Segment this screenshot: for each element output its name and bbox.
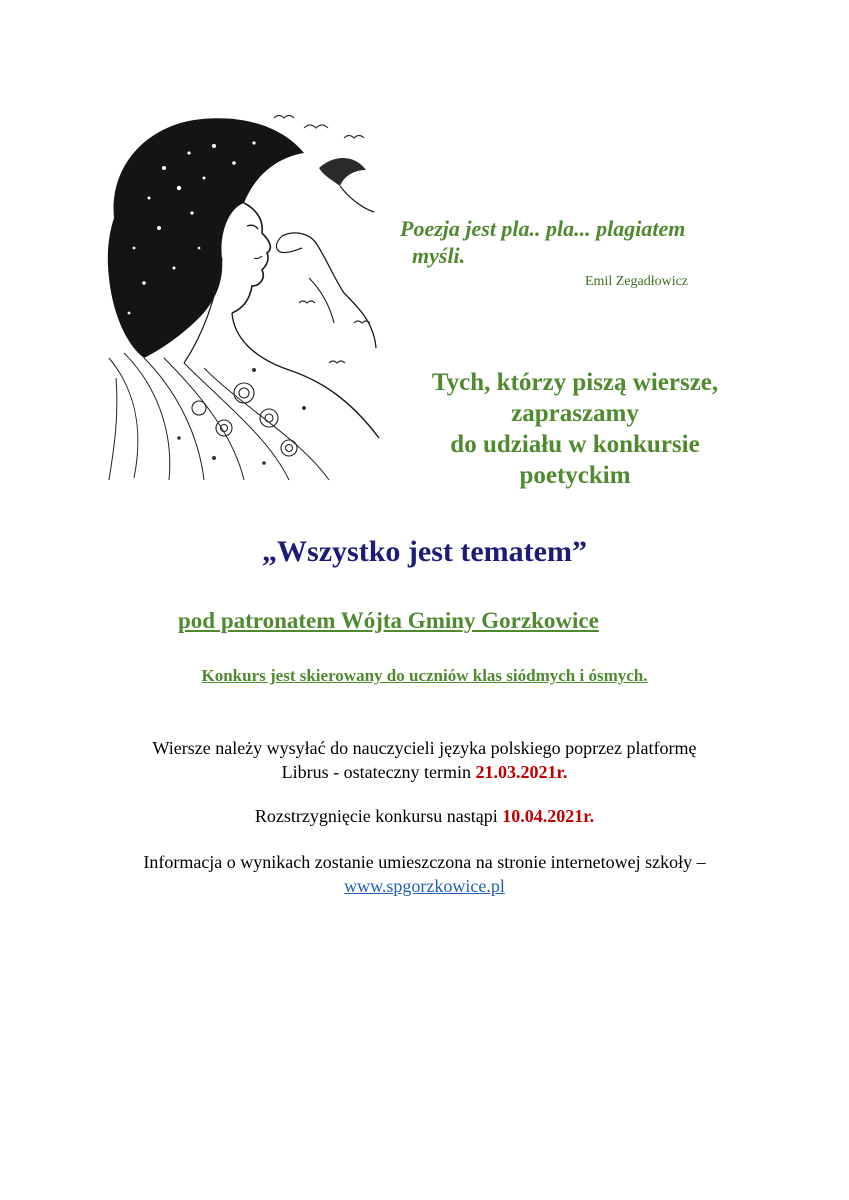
invite-line-3: do udziału w konkursie <box>450 431 700 458</box>
results-text: Rozstrzygnięcie konkursu nastąpi <box>254 806 503 826</box>
submission-line-2: Librus - ostateczny termin <box>281 762 476 782</box>
quote-line-2: myśli. <box>412 243 466 268</box>
invite-line-4: poetyckim <box>519 462 631 489</box>
invite-line-2: zapraszamy <box>511 400 639 427</box>
website-info <box>60 850 789 898</box>
results-info <box>60 804 789 828</box>
school-website-link[interactable]: www.spgorzkowice.pl <box>344 876 505 896</box>
quote-line-1: Poezja jest pla.. pla... plagiatem <box>400 216 686 241</box>
submission-line-1: Wiersze należy wysyłać do nauczycieli języka polskiego poprzez platformę <box>152 738 697 758</box>
submission-info <box>60 736 789 784</box>
poetry-quote <box>400 215 780 269</box>
website-text: Informacja o wynikach zostanie umieszczona na stronie internetowej szkoły – <box>143 852 706 872</box>
results-date: 10.04.2021r. <box>502 806 595 826</box>
invite-line-1: Tych, którzy piszą wiersze, <box>431 369 719 396</box>
contest-title: „Wszystko jest tematem” <box>262 535 587 568</box>
patronage-line: pod patronatem Wójta Gminy Gorzkowice <box>178 608 599 633</box>
woman-portrait-illustration <box>104 108 382 483</box>
submission-deadline: 21.03.2021r. <box>475 762 568 782</box>
target-audience: Konkurs jest skierowany do uczniów klas siódmych i ósmych. <box>201 666 648 685</box>
quote-author: Emil Zegadłowicz <box>585 274 689 289</box>
invitation-text <box>395 367 755 491</box>
